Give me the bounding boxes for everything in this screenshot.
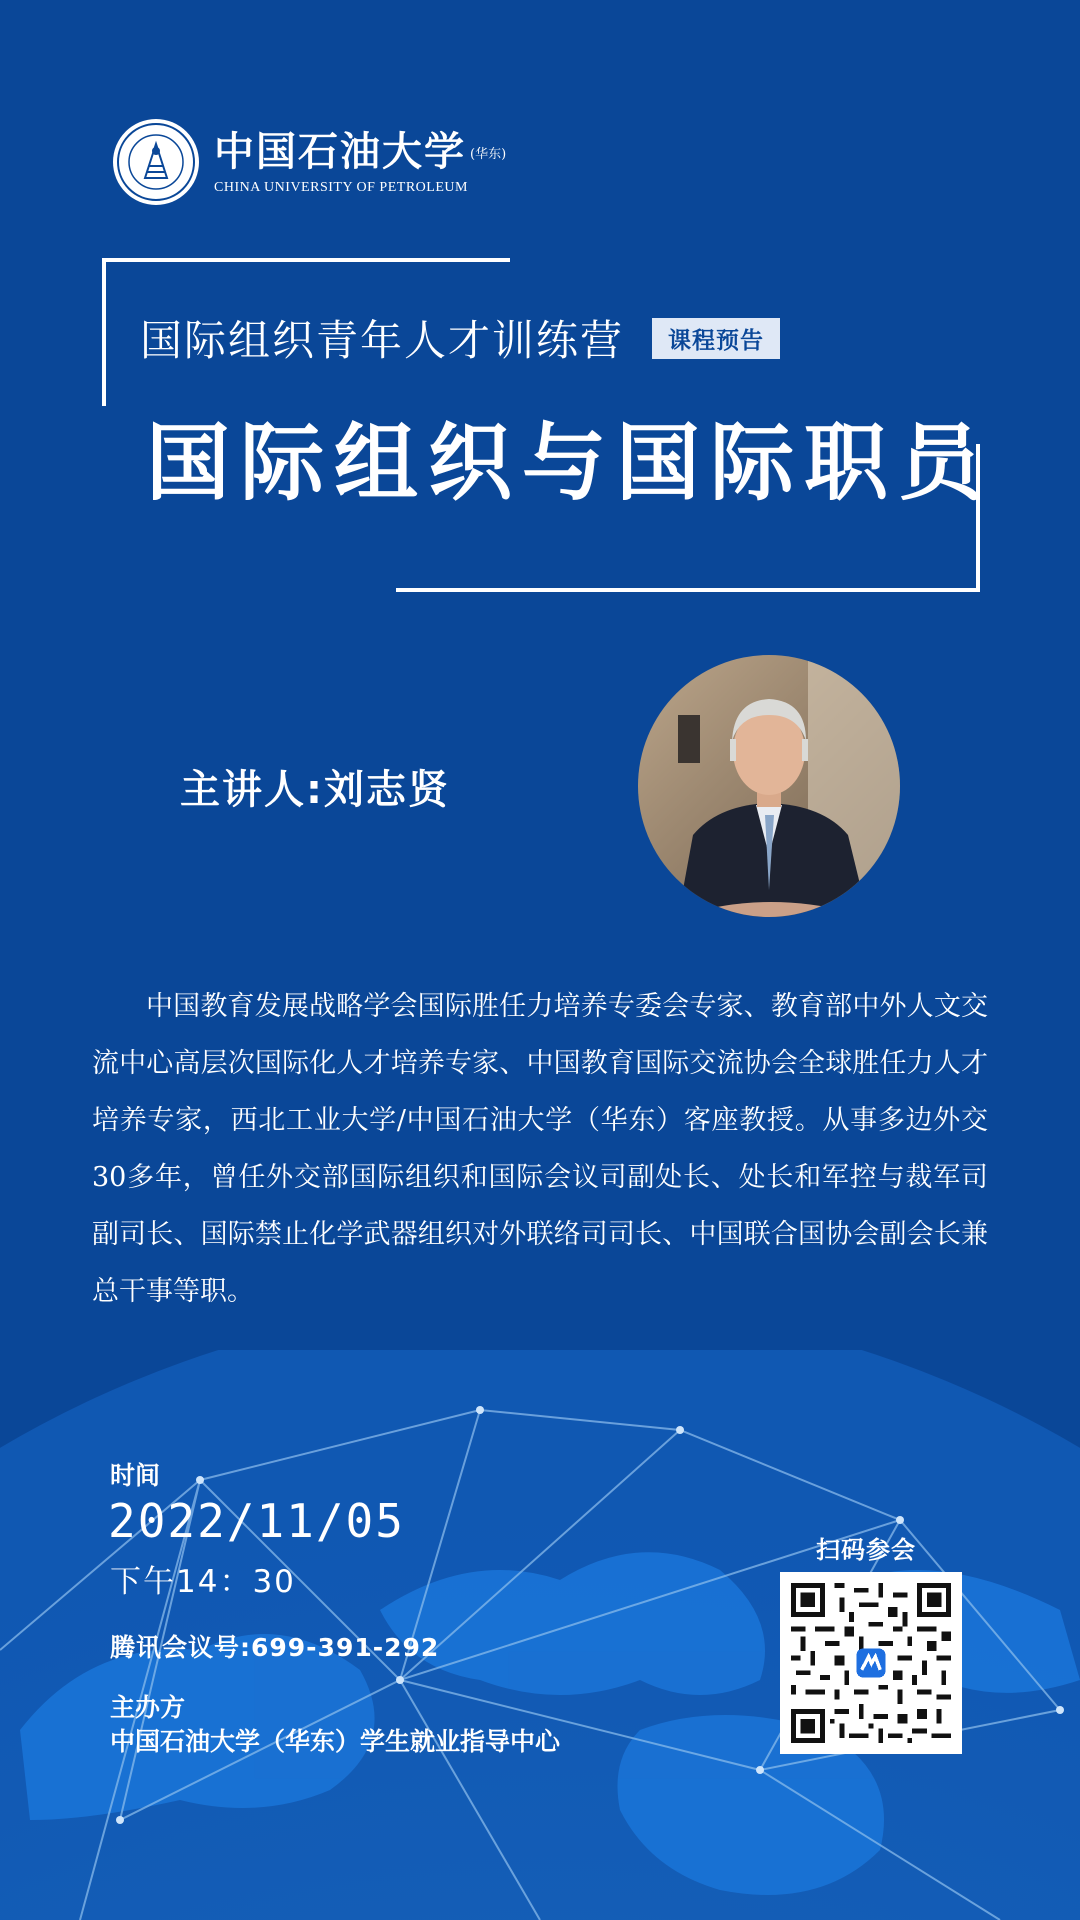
subtitle-row <box>140 308 780 368</box>
university-seal-icon <box>112 118 200 206</box>
speaker-label: 主讲人:刘志贤 <box>180 767 450 813</box>
time-label: 时间 <box>110 1461 161 1490</box>
meeting-id: 腾讯会议号:699-391-292 <box>110 1633 440 1662</box>
university-logo <box>112 118 506 206</box>
frame-line-left <box>102 258 106 406</box>
event-date: 2022/11/05 <box>108 1494 405 1548</box>
university-name-cn: 中国石油大学 (华东) <box>214 127 507 175</box>
event-time: 下午14：30 <box>110 1564 296 1600</box>
speaker-photo <box>638 655 900 917</box>
organizer-name: 中国石油大学（华东）学生就业指导中心 <box>110 1727 561 1756</box>
scan-to-join-label: 扫码参会 <box>816 1536 916 1564</box>
frame-line-top <box>102 258 510 262</box>
frame-line-bottom <box>396 588 980 592</box>
course-preview-badge: 课程预告 <box>652 318 780 359</box>
organizer-label: 主办方 <box>110 1693 186 1722</box>
speaker-bio: 中国教育发展战略学会国际胜任力培养专委会专家、教育部中外人文交流中心高层次国际化人才培养专家、中国教育国际交流协会全球胜任力人才培养专家，西北工业大学/中国石油大学（华东）客座教授。从事多边外交30多年，曾任外交部国际组织和国际会议司副处长、处长和军控与裁军司副司长、国际禁止化学武器组织对外联络司司长、中国联合国协会副会长兼总干事等职。 <box>92 991 988 1307</box>
university-name-en: CHINA UNIVERSITY OF PETROLEUM <box>214 179 468 195</box>
qr-code[interactable] <box>780 1572 962 1754</box>
qr-code-icon <box>791 1583 951 1743</box>
subtitle: 国际组织青年人才训练营 <box>140 316 625 365</box>
page-title: 国际组织与国际职员 <box>146 414 993 512</box>
campus-label: (华东) <box>470 146 507 162</box>
